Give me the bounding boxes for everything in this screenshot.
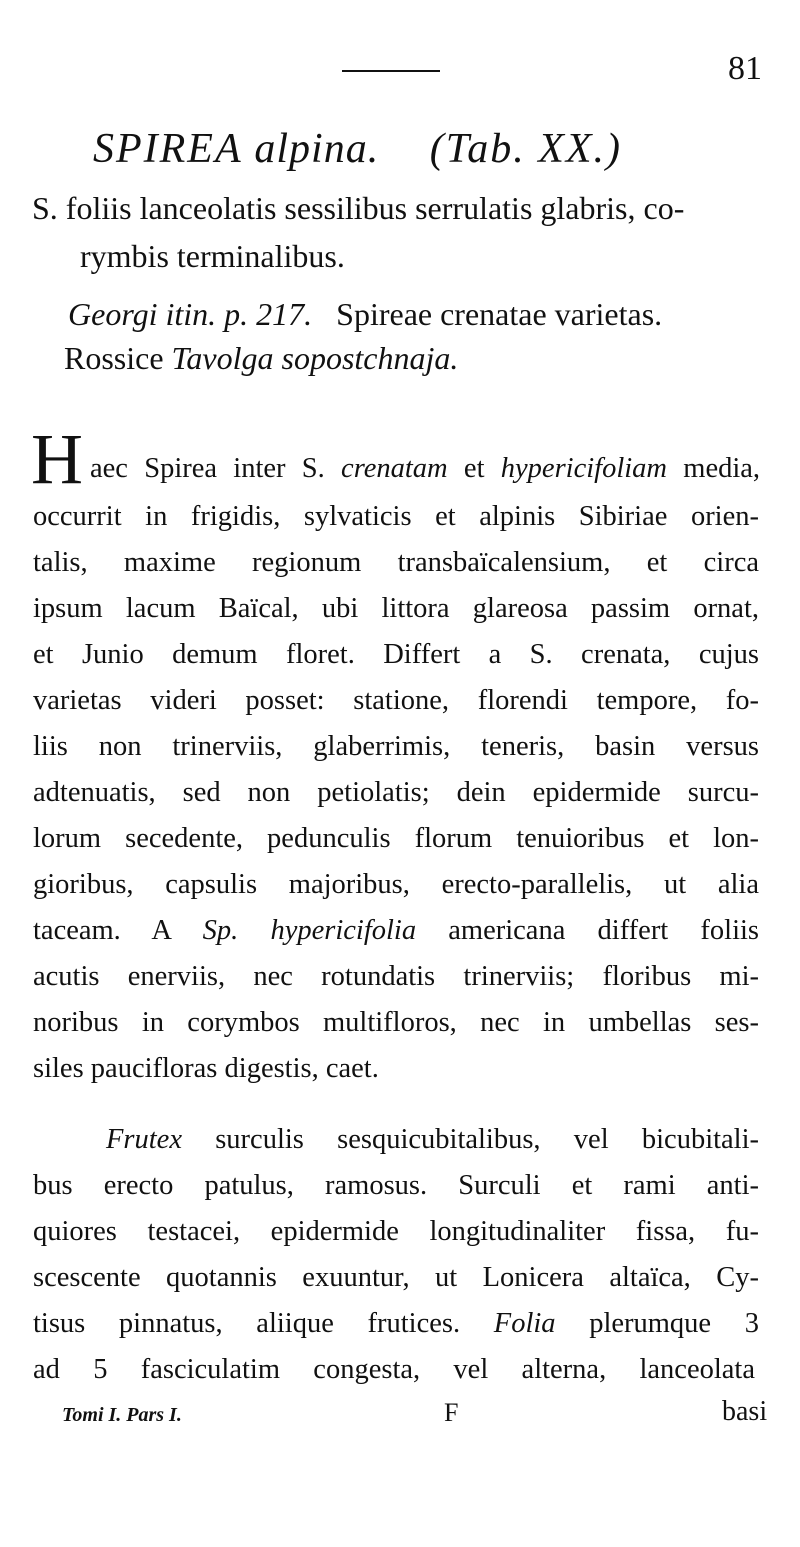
paragraph2-first-line: Frutex surculis sesquicubitalibus, vel bicubitali- xyxy=(106,1124,760,1155)
text-line: acutis enerviis, nec rotundatis trinerviis; floribus mi- xyxy=(33,961,759,992)
sheet-mark: F xyxy=(444,1398,459,1427)
reference-citation: Georgi itin. p. 217. xyxy=(68,296,313,332)
text-line: bus erecto patulus, ramosus. Surculi et rami anti- xyxy=(33,1170,759,1201)
text-line: ipsum lacum Baïcal, ubi littora glareosa passim ornat, xyxy=(33,593,759,624)
text-line: et Junio demum floret. Differt a S. crenata, cujus xyxy=(33,639,759,670)
text-line: talis, maxime regionum transbaïcalensium, et circa xyxy=(33,547,759,578)
table-reference: (Tab. XX.) xyxy=(429,126,622,172)
text-line: ad 5 fasciculatim congesta, vel alterna, lanceolata xyxy=(33,1354,755,1385)
russian-name: Tavolga sopostchnaja. xyxy=(171,340,459,376)
species-heading xyxy=(93,125,622,173)
text-line: quiores testacei, epidermide longitudinaliter fissa, fu- xyxy=(33,1216,759,1247)
paragraph1-first-line: aec Spirea inter S. crenatam et hypericifoliam media, xyxy=(90,453,761,484)
text-line: scescente quotannis exuuntur, ut Lonicera altaïca, Cy- xyxy=(33,1262,759,1293)
genus-name: SPIREA xyxy=(93,126,242,172)
catchword: basi xyxy=(722,1396,768,1427)
reference-text: Spireae crenatae varietas. xyxy=(336,296,663,332)
text-line: varietas videri posset: statione, florendi tempore, fo- xyxy=(33,685,759,716)
text-line: liis non trinerviis, glaberrimis, teneris, basin versus xyxy=(33,731,759,762)
text-line: gioribus, capsulis majoribus, erecto-parallelis, ut alia xyxy=(33,869,759,900)
text-line: lorum secedente, pedunculis florum tenuioribus et lon- xyxy=(33,823,759,854)
text-line-species-ref: taceam. A Sp. hypericifolia americana differt foliis xyxy=(33,915,759,946)
species-epithet: alpina. xyxy=(254,126,380,172)
text-line: noribus in corymbos multifloros, nec in umbellas ses- xyxy=(33,1007,759,1038)
diagnosis-line-1: S. foliis lanceolatis sessilibus serrulatis glabris, co- xyxy=(32,190,685,226)
synonymy-line-1 xyxy=(68,296,662,333)
text-line: occurrit in frigidis, sylvaticis et alpinis Sibiriae orien- xyxy=(33,501,759,532)
text-line: adtenuatis, sed non petiolatis; dein epidermide surcu- xyxy=(33,777,759,808)
header-rule xyxy=(342,70,440,72)
diagnosis-line-2: rymbis terminalibus. xyxy=(80,238,345,274)
signature-mark: Tomi I. Pars I. xyxy=(62,1404,182,1426)
synonymy-line-2 xyxy=(64,340,458,377)
drop-cap: H xyxy=(31,419,83,499)
text-line-folia: tisus pinnatus, aliique frutices. Folia plerumque 3 xyxy=(33,1308,759,1339)
russian-label: Rossice xyxy=(64,340,164,376)
page-number: 81 xyxy=(728,50,762,87)
text-line-last: siles paucifloras digestis, caet. xyxy=(33,1053,379,1084)
